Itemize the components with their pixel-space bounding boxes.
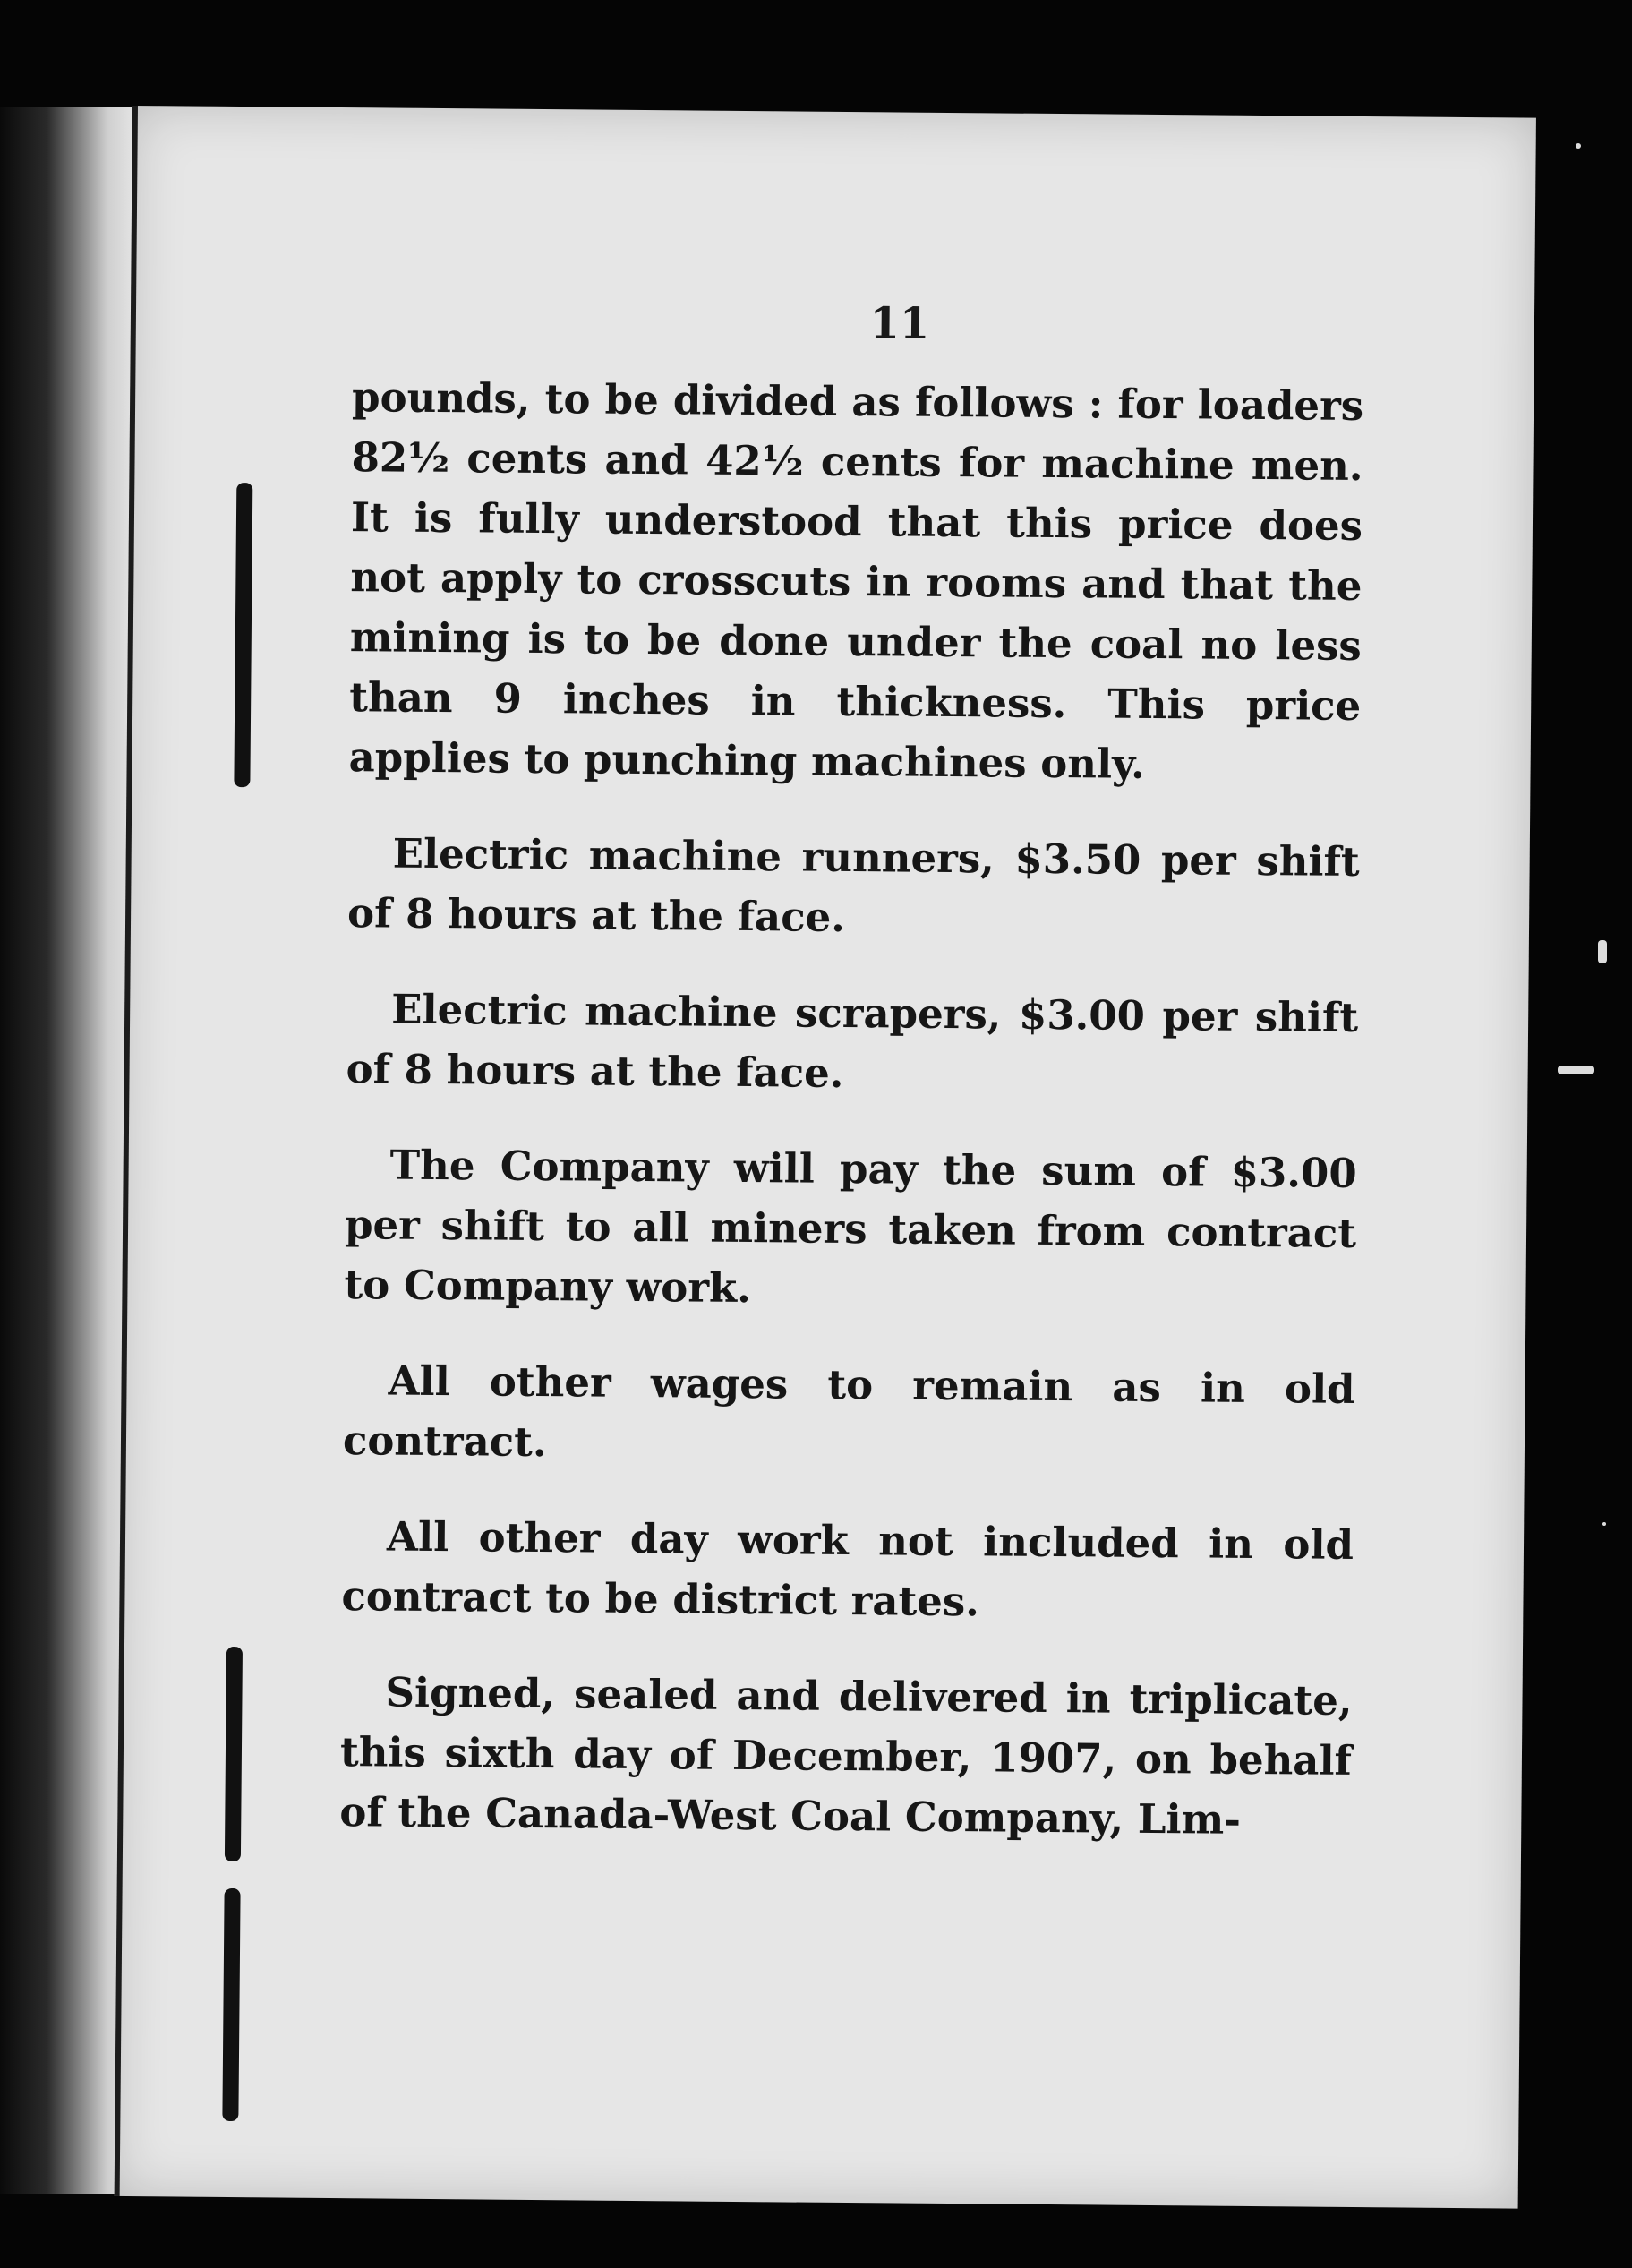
facing-page-edge [0, 107, 134, 2194]
paragraph-signature: Signed, sealed and delivered in triplicate, this sixth day of December, 1907, on behalf of the Canada-West Coal Company, Lim- [339, 1668, 1353, 1844]
scan-speck [1602, 1522, 1606, 1526]
paragraph-machine-runners: Electric machine runners, $3.50 per shift of 8 hours at the face. [346, 829, 1360, 941]
paragraph-other-wages: All other wages to remain as in old contract. [342, 1357, 1355, 1467]
paragraph-continuation: pounds, to be divided as follows : for loaders 82½ cents and 42½ cents for machine men. It is fully understood that this price does not apply to crosscuts in rooms and that the mining is to be done under the coal no less than 9 inches in thickness. This price applies to punching machines only. [348, 373, 1364, 788]
book-page [115, 106, 1536, 2209]
scan-speck [1576, 143, 1581, 149]
paragraph-machine-scrapers: Electric machine scrapers, $3.00 per shift of 8 hours at the face. [346, 985, 1359, 1097]
binding-thread-mark [225, 1647, 243, 1861]
body-text [339, 367, 1364, 1887]
paragraph-day-work: All other day work not included in old contract to be district rates. [341, 1512, 1354, 1626]
binding-thread-mark [234, 483, 252, 787]
paragraph-company-work: The Company will pay the sum of $3.00 per shift to all miners taken from contract to Company work. [344, 1141, 1357, 1313]
page-number: 11 [869, 298, 930, 349]
scan-speck [1598, 940, 1607, 963]
binding-thread-mark [222, 1888, 240, 2121]
scan-speck [1558, 1066, 1594, 1074]
